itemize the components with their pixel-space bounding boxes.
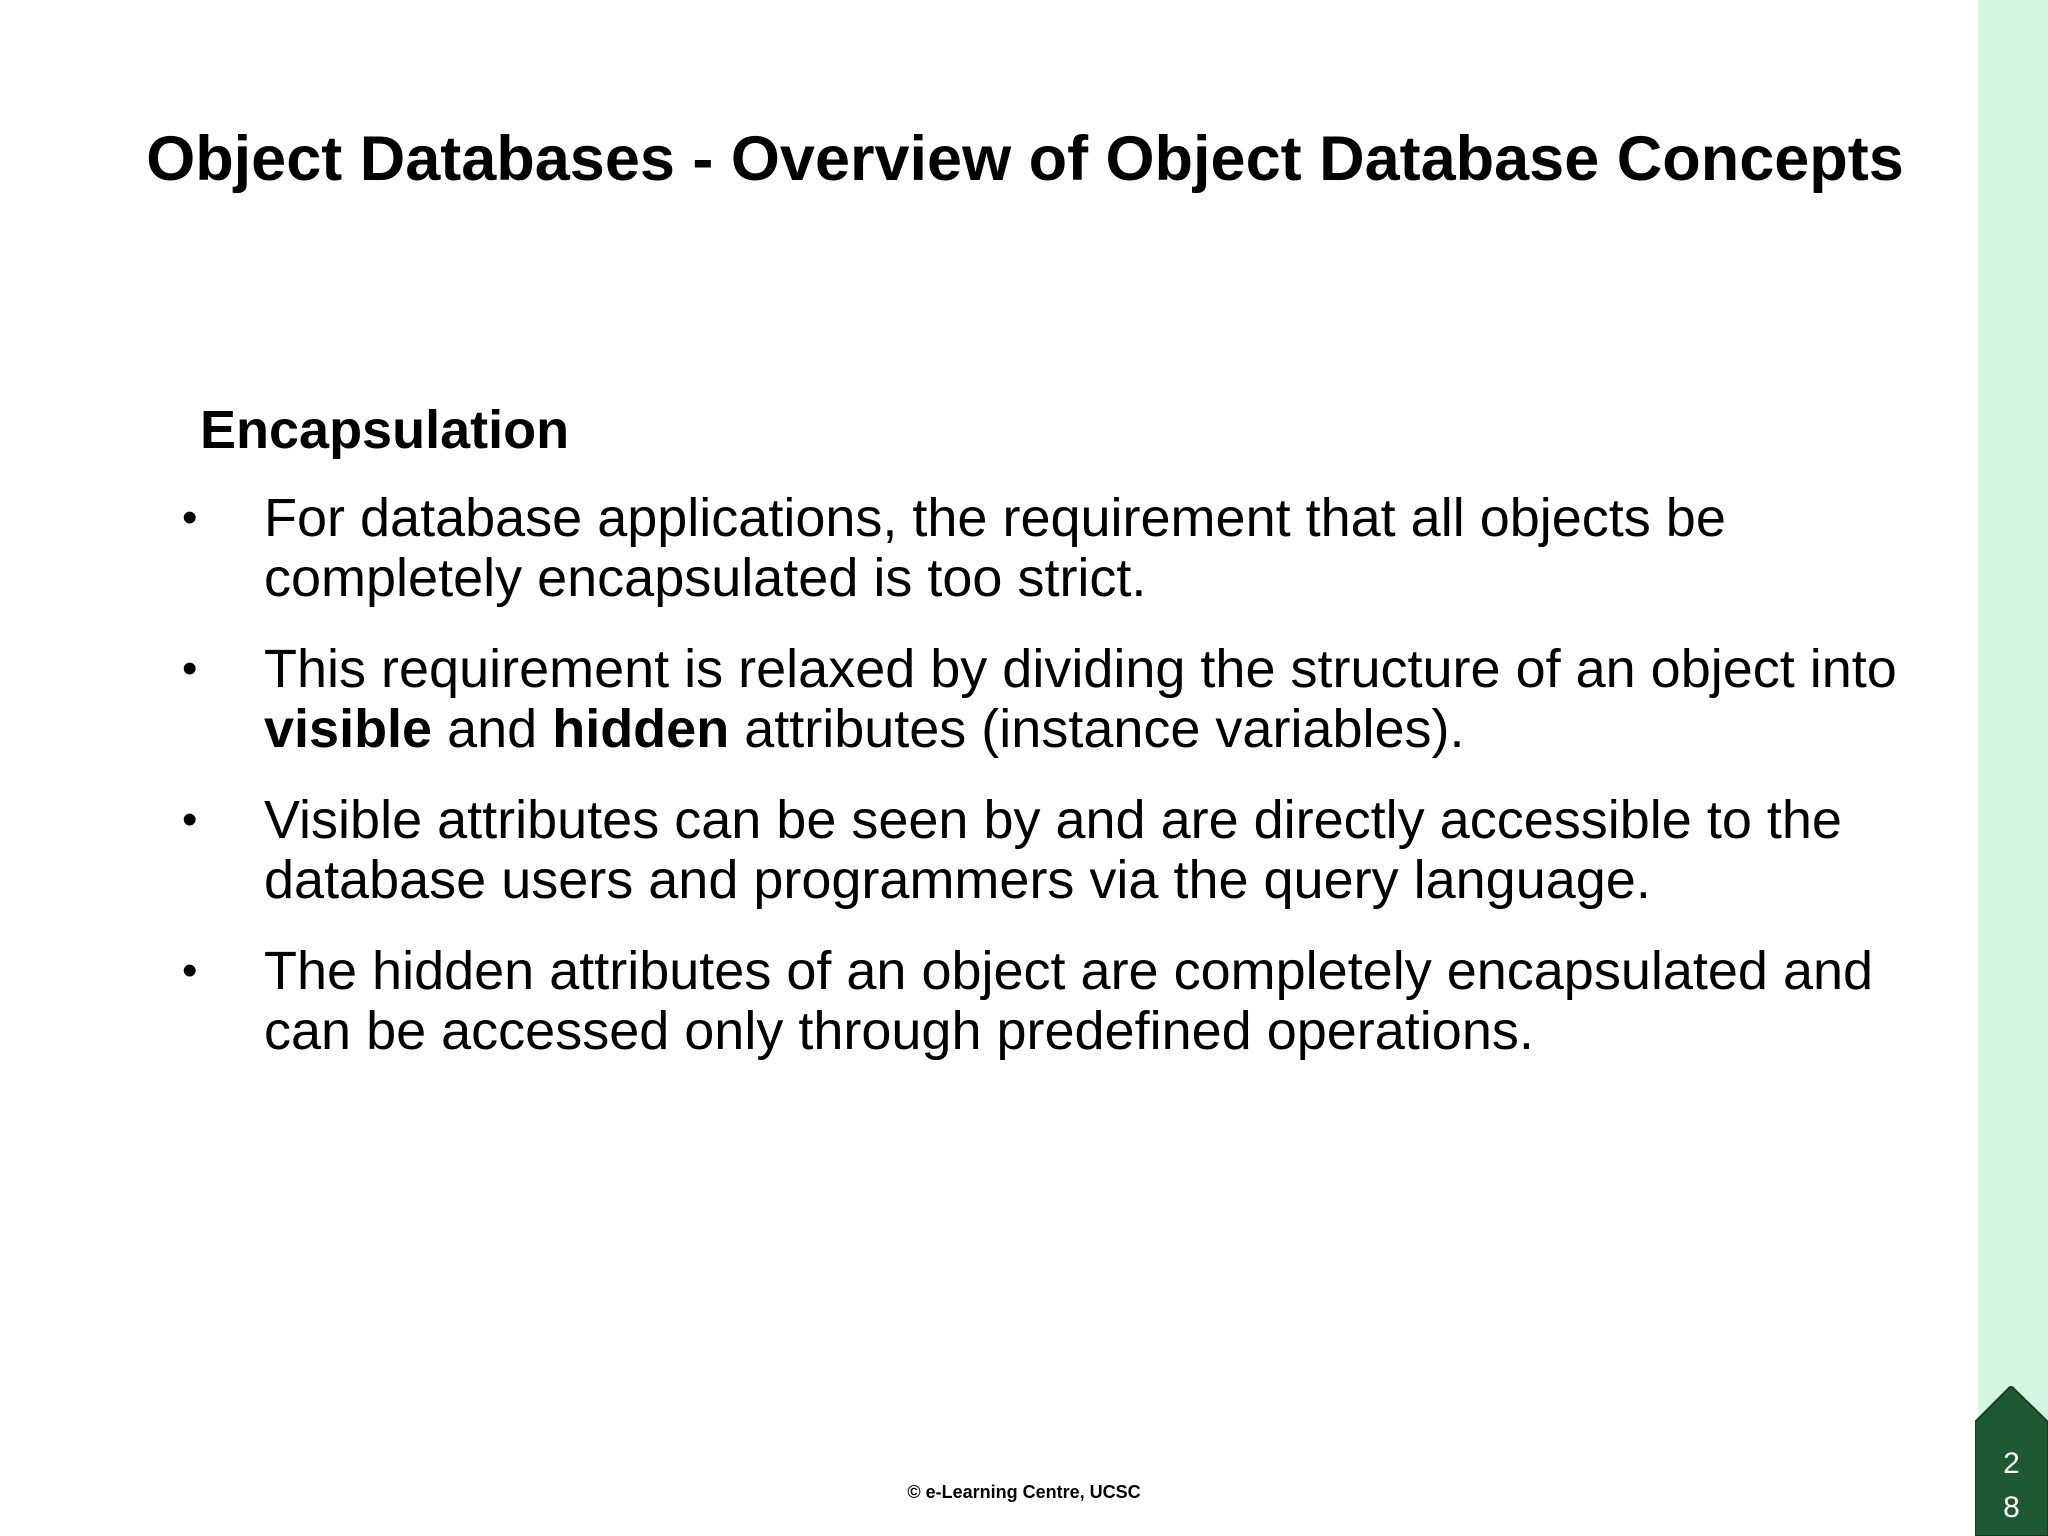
bullet-dot-icon: • — [182, 795, 198, 844]
page-number-badge — [1975, 1386, 2048, 1536]
bullet-text-run: Visible attributes can be seen by and are directly accessible to the database users and programmers via the query language. — [264, 790, 1842, 910]
bullet-item — [0, 639, 1978, 759]
bullet-text-run: For database applications, the requirement that all objects be completely encapsulated is too strict. — [264, 488, 1726, 608]
bullet-dot-icon: • — [182, 946, 198, 995]
bullet-item — [0, 790, 1978, 910]
bullet-text — [264, 639, 1897, 759]
bullet-list — [0, 488, 1978, 1092]
bullet-text-run: The hidden attributes of an object are completely encapsulated and can be accessed only through predefined operations. — [264, 941, 1874, 1061]
bullet-text — [264, 488, 1726, 608]
side-strip — [1978, 0, 2048, 1536]
bullet-dot-icon: • — [182, 644, 198, 693]
copyright-footer: © e-Learning Centre, UCSC — [907, 1482, 1141, 1502]
page-number-digit: 8 — [2003, 1491, 2020, 1524]
bullet-emphasis: visible — [264, 699, 433, 759]
bullet-item — [0, 941, 1978, 1061]
bullet-text-run: This requirement is relaxed by dividing the structure of an object into — [264, 639, 1897, 699]
section-heading: Encapsulation — [200, 400, 570, 460]
bullet-dot-icon: • — [182, 493, 198, 542]
page-number-digit: 2 — [2003, 1447, 2020, 1480]
bullet-item — [0, 488, 1978, 608]
bullet-emphasis: hidden — [552, 699, 730, 759]
bullet-text — [264, 941, 1873, 1061]
bullet-text — [264, 790, 1842, 910]
bullet-text-run: and — [432, 699, 553, 759]
slide-title: Object Databases - Overview of Object Database Concepts — [146, 124, 1904, 194]
bullet-text-run: attributes (instance variables). — [729, 699, 1465, 759]
